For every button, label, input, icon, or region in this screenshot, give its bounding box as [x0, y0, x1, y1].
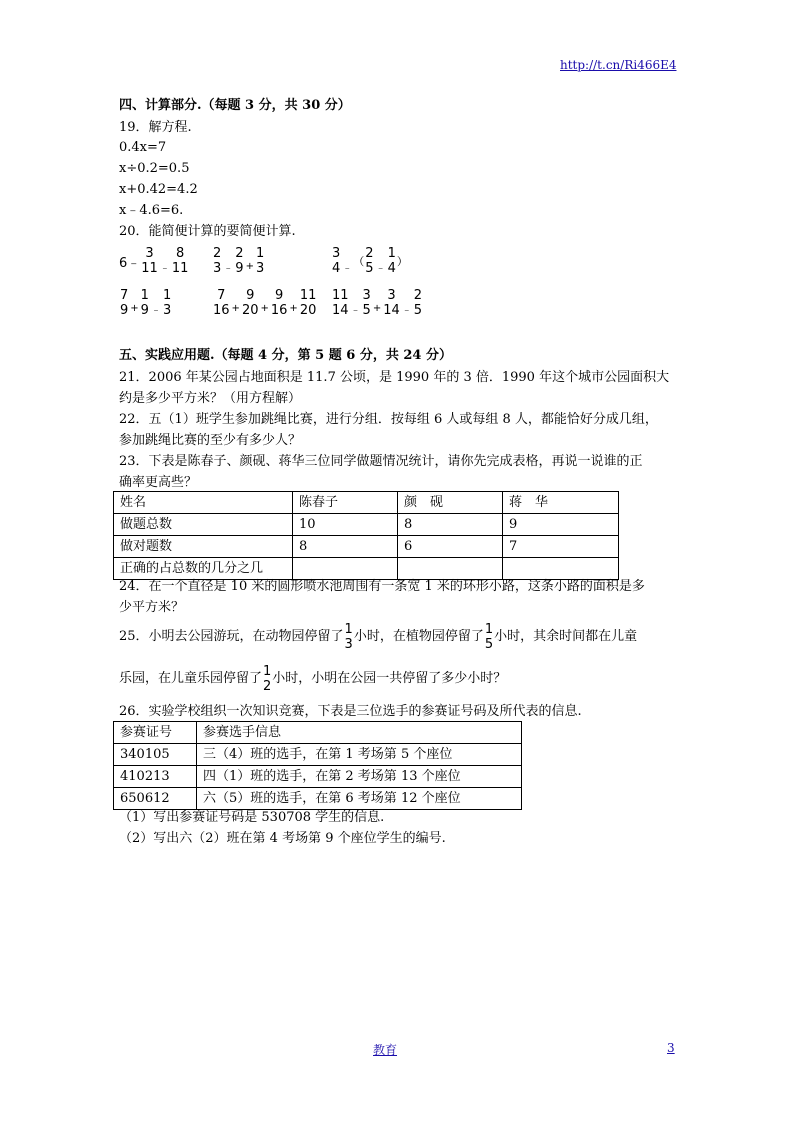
table-row	[114, 514, 619, 536]
table-23	[113, 491, 619, 580]
table-cell: 650612	[114, 788, 197, 810]
expression-1	[119, 246, 189, 276]
q25-text: 小时，其余时间都在儿童	[494, 629, 638, 644]
question-23-line-2: 确率更高些？	[119, 475, 198, 490]
plus-sign: +	[245, 260, 254, 272]
table-cell: 410213	[114, 766, 197, 788]
footer-link[interactable]: 教育	[373, 1043, 398, 1057]
fraction: 1 3	[344, 622, 353, 652]
table-cell: 参赛选手信息	[197, 722, 522, 744]
question-22-line-1: 22．五（1）班学生参加跳绳比赛，进行分组．按每组 6 人或每组 8 人，都能恰好分成几组，	[119, 412, 658, 427]
table-cell: 四（1）班的选手，在第 2 考场第 13 个座位	[197, 766, 522, 788]
table-row	[114, 788, 522, 810]
table-cell: 参赛证号	[114, 722, 197, 744]
table-row	[114, 766, 522, 788]
fraction: 2 3	[213, 246, 222, 276]
plus-sign: +	[372, 302, 382, 314]
plus-sign: +	[130, 302, 139, 314]
table-cell: 姓名	[114, 492, 293, 514]
question-26-part-2: （2）写出六（2）班在第 4 考场第 9 个座位学生的编号.	[119, 831, 446, 846]
fraction: 9 16	[270, 288, 288, 318]
equation-3: x+0.42=4.2	[119, 182, 198, 197]
minus-sign: ﹣	[150, 304, 161, 316]
question-22-line-2: 参加跳绳比赛的至少有多少人？	[119, 433, 302, 448]
equation-2: x÷0.2=0.5	[119, 161, 190, 176]
minus-sign: ﹣	[375, 262, 386, 274]
fraction: 3 11	[141, 246, 158, 276]
paren-close: ）	[396, 255, 408, 268]
fraction: 3 5	[362, 288, 371, 318]
table-cell: 做对题数	[114, 536, 293, 558]
question-25-line-1	[119, 622, 637, 652]
minus-sign: ﹣	[223, 262, 234, 274]
table-cell: 六（5）班的选手，在第 6 考场第 12 个座位	[197, 788, 522, 810]
question-25-line-2	[119, 664, 506, 694]
question-26-part-1: （1）写出参赛证号码是 530708 学生的信息.	[119, 810, 385, 825]
fraction: 2 5	[365, 246, 374, 276]
q25-text: 25．小明去公园游玩，在动物园停留了	[119, 629, 344, 644]
fraction: 1 9	[140, 288, 149, 318]
q25-text: 小时，在植物园停留了	[353, 629, 484, 644]
expression-5	[212, 288, 317, 318]
question-20: 20．能简便计算的要简便计算.	[119, 224, 296, 239]
table-cell: 7	[503, 536, 619, 558]
section-4-title: 四、计算部分.（每题 3 分，共 30 分）	[119, 98, 351, 113]
fraction: 2 5	[413, 288, 423, 318]
table-cell: 6	[398, 536, 503, 558]
plus-sign: +	[231, 302, 240, 314]
plus-sign: +	[260, 302, 269, 314]
equation-4: x﹣4.6=6.	[119, 203, 184, 218]
table-row	[114, 536, 619, 558]
expression-2	[212, 246, 265, 276]
fraction: 7 9	[120, 288, 129, 318]
question-23-line-1: 23．下表是陈春子、颜砚、蒋华三位同学做题情况统计，请你先完成表格，再说一说谁的正	[119, 454, 643, 469]
section-5-title: 五、实践应用题.（每题 4 分，第 5 题 6 分，共 24 分）	[119, 348, 452, 363]
header-link[interactable]: http://t.cn/Ri466E4	[560, 58, 677, 72]
table-cell: 颜 砚	[398, 492, 503, 514]
question-26: 26．实验学校组织一次知识竞赛，下表是三位选手的参赛证号码及所代表的信息.	[119, 704, 582, 719]
table-cell: 陈春子	[293, 492, 398, 514]
q25-text: 小时，小明在公园一共停留了多少小时？	[272, 671, 507, 686]
table-cell: 三（4）班的选手，在第 1 考场第 5 个座位	[197, 744, 522, 766]
table-cell: 10	[293, 514, 398, 536]
expression-6	[331, 288, 423, 318]
table-cell: 8	[293, 536, 398, 558]
page-number: 3	[667, 1041, 675, 1055]
question-19: 19．解方程.	[119, 120, 192, 135]
table-cell: 9	[503, 514, 619, 536]
table-header-row	[114, 722, 522, 744]
expression-4	[119, 288, 172, 318]
question-24-line-1: 24．在一个直径是 10 米的圆形喷水池周围有一条宽 1 米的环形小路，这条小路的面积是多	[119, 579, 645, 594]
table-cell: 正确的占总数的几分之几	[114, 558, 293, 580]
table-cell: 340105	[114, 744, 197, 766]
paren-open: （	[353, 255, 365, 268]
fraction: 8 11	[171, 246, 189, 276]
fraction: 7 16	[213, 288, 230, 318]
plus-sign: +	[289, 302, 298, 314]
q25-text: 乐园，在儿童乐园停留了	[119, 671, 263, 686]
question-21-line-1: 21．2006 年某公园占地面积是 11.7 公顷，是 1990 年的 3 倍．1990 年这个城市公园面积大	[119, 370, 670, 385]
fraction: 3 14	[383, 288, 400, 318]
fraction: 3 4	[332, 246, 341, 276]
minus-sign: ﹣	[342, 262, 353, 274]
equation-1: 0.4x=7	[119, 140, 167, 155]
table-row	[114, 744, 522, 766]
fraction: 2 9	[235, 246, 244, 276]
fraction: 1 3	[255, 246, 265, 276]
table-cell: 做题总数	[114, 514, 293, 536]
table-header-row	[114, 492, 619, 514]
fraction: 1 3	[162, 288, 172, 318]
fraction: 11 20	[299, 288, 317, 318]
fraction: 1 2	[263, 664, 272, 694]
table-26	[113, 721, 522, 810]
fraction: 1 4	[387, 246, 396, 276]
expr-lead: 6﹣	[119, 255, 141, 271]
fraction: 9 20	[241, 288, 259, 318]
fraction: 1 5	[484, 622, 494, 652]
table-cell: 8	[398, 514, 503, 536]
minus-sign: ﹣	[401, 304, 412, 316]
expression-3	[331, 246, 408, 276]
question-24-line-2: 少平方米？	[119, 600, 185, 615]
table-cell: 蒋 华	[503, 492, 619, 514]
minus-sign: ﹣	[350, 304, 361, 316]
question-21-line-2: 约是多少平方米？（用方程解）	[119, 391, 302, 406]
fraction: 11 14	[332, 288, 349, 318]
minus-sign: ﹣	[159, 262, 170, 274]
